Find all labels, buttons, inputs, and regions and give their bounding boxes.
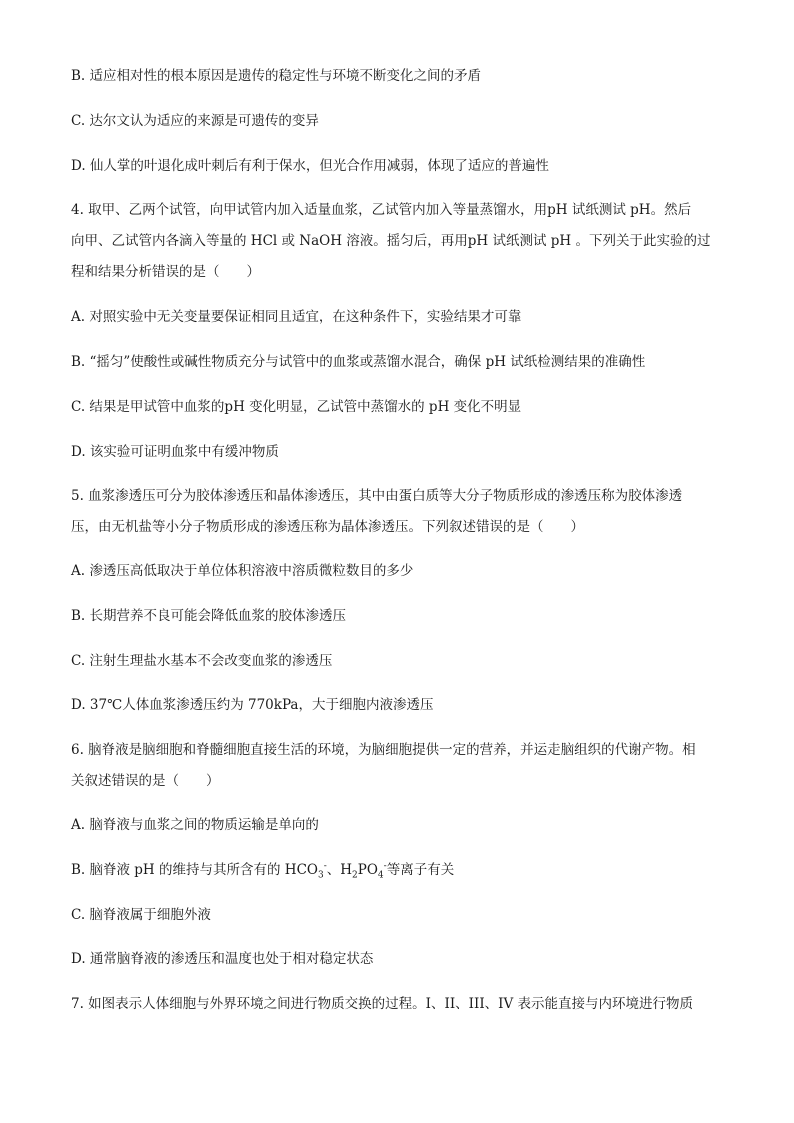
- q7-stem-line-1: 7. 如图表示人体细胞与外界环境之间进行物质交换的过程。I、II、III、IV 表示能直接与内环境进行物质: [71, 996, 694, 1012]
- q6-option-b-sub-1: 3: [317, 870, 324, 881]
- q3-option-b: B. 适应相对性的根本原因是遗传的稳定性与环境不断变化之间的矛盾: [71, 68, 482, 84]
- q6-option-c: C. 脑脊液属于细胞外液: [71, 907, 211, 923]
- q4-option-c: C. 结果是甲试管中血浆的pH 变化明显，乙试管中蒸馏水的 pH 变化不明显: [71, 399, 522, 415]
- q6-option-b-sup-1: -: [323, 861, 327, 872]
- q6-option-b-sup-2: -: [383, 861, 387, 872]
- q6-option-b-text-post: 等离子有关: [386, 862, 455, 878]
- q5-stem-line-2: 压，由无机盐等小分子物质形成的渗透压称为晶体渗透压。下列叙述错误的是（ ）: [71, 519, 584, 535]
- q4-option-d: D. 该实验可证明血浆中有缓冲物质: [71, 444, 279, 460]
- q5-stem-line-1: 5. 血浆渗透压可分为胶体渗透压和晶体渗透压，其中由蛋白质等大分子物质形成的渗透压称为胶体渗透: [71, 488, 683, 504]
- q6-option-b: [71, 861, 731, 879]
- q4-stem-line-3: 程和结果分析错误的是（ ）: [71, 264, 260, 280]
- q6-option-b-text-po: PO: [357, 862, 378, 878]
- q3-option-c: C. 达尔文认为适应的来源是可遗传的变异: [71, 113, 319, 129]
- q4-stem-line-1: 4. 取甲、乙两个试管，向甲试管内加入适量血浆，乙试管内加入等量蒸馏水，用pH 试纸测试 pH。然后: [71, 202, 692, 218]
- q5-option-d: D. 37℃人体血浆渗透压约为 770kPa，大于细胞内液渗透压: [71, 697, 434, 713]
- q6-stem-line-2: 关叙述错误的是（ ）: [71, 773, 220, 789]
- q3-option-d: D. 仙人掌的叶退化成叶刺后有利于保水，但光合作用减弱，体现了适应的普遍性: [71, 158, 549, 174]
- q5-option-b: B. 长期营养不良可能会降低血浆的胶体渗透压: [71, 608, 347, 624]
- q6-option-b-text-mid: 、H: [326, 862, 353, 878]
- q6-option-b-sub-2: 2: [352, 870, 358, 881]
- q5-option-a: A. 渗透压高低取决于单位体积溶液中溶质微粒数目的多少: [71, 563, 414, 579]
- q6-option-d: D. 通常脑脊液的渗透压和温度也处于相对稳定状态: [71, 951, 374, 967]
- q6-option-b-sub-3: 4: [377, 870, 384, 881]
- q6-option-b-text-pre: B. 脑脊液 pH 的维持与其所含有的 HCO: [71, 862, 318, 878]
- q4-option-b: B. “摇匀”使酸性或碱性物质充分与试管中的血浆或蒸馏水混合，确保 pH 试纸检测结果的准确性: [71, 354, 646, 370]
- q4-stem-line-2: 向甲、乙试管内各滴入等量的 HCl 或 NaOH 溶液。摇匀后，再用pH 试纸测试 pH 。下列关于此实验的过: [71, 233, 711, 249]
- q6-option-a: A. 脑脊液与血浆之间的物质运输是单向的: [71, 817, 319, 833]
- q4-option-a: A. 对照实验中无关变量要保证相同且适宜，在这种条件下，实验结果才可靠: [71, 309, 522, 325]
- q6-stem-line-1: 6. 脑脊液是脑细胞和脊髓细胞直接生活的环境，为脑细胞提供一定的营养，并运走脑组织的代谢产物。相: [71, 742, 696, 758]
- q5-option-c: C. 注射生理盐水基本不会改变血浆的渗透压: [71, 653, 333, 669]
